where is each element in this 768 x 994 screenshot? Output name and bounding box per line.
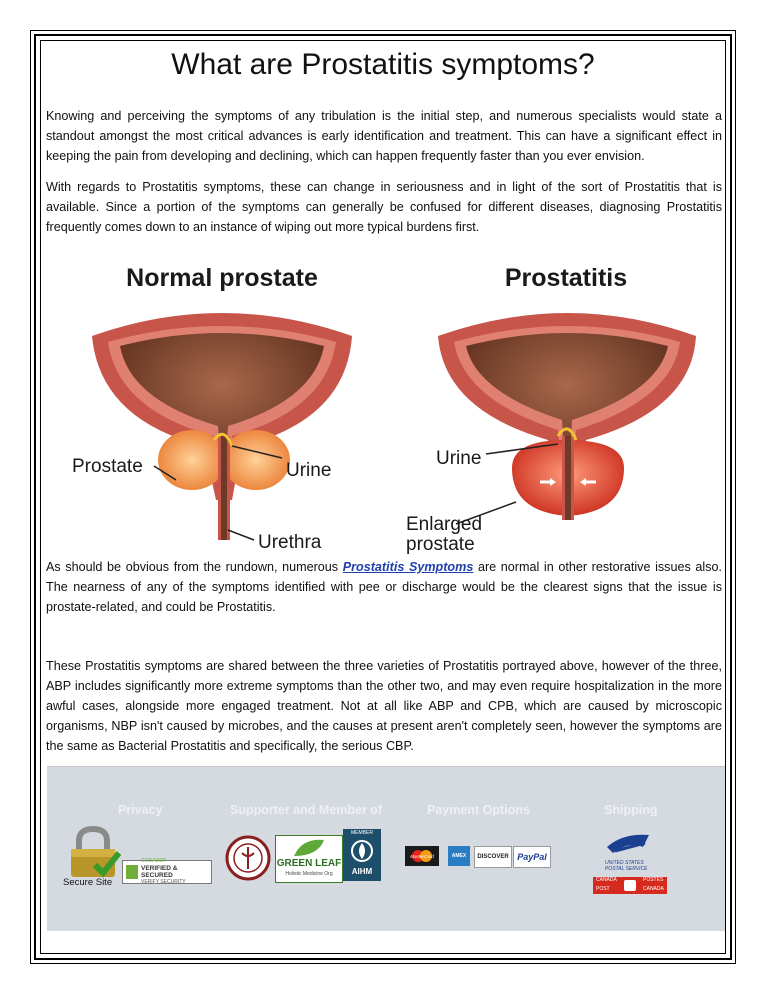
medical-association-seal	[225, 835, 271, 881]
discover-logo: DISCOVER	[474, 846, 512, 868]
para3-before: As should be obvious from the rundown, numerous	[46, 560, 343, 574]
usps-eagle-icon	[605, 831, 651, 861]
amex-logo: AMEX	[448, 846, 470, 866]
prostatitis-symptoms-link[interactable]: Prostatitis Symptoms	[342, 560, 474, 574]
aihm-emblem-icon	[350, 839, 374, 863]
label-urethra: Urethra	[258, 532, 322, 553]
para3-after: are normal in other restorative issues also. The nearness of any of the symptoms identified with pee or discharge would be the clearest signs that the issue is prostate-related, and could be Prostatitis.	[46, 560, 722, 614]
mastercard-label: MasterCard	[410, 853, 434, 859]
aihm-member: MEMBER	[351, 830, 373, 836]
canada-post-emblem-icon	[624, 880, 636, 891]
label-enlarged-line2: prostate	[406, 534, 475, 555]
cp-postes: POSTES	[643, 877, 664, 883]
normal-prostate-heading: Normal prostate	[126, 264, 318, 292]
label-prostate: Prostate	[72, 456, 143, 477]
paypal-logo: PayPal	[513, 846, 551, 868]
green-leaf-name: GREEN LEAF	[276, 858, 342, 869]
page-title: What are Prostatitis symptoms?	[171, 48, 595, 81]
godaddy-seal[interactable]	[122, 860, 212, 884]
prostate-illustration	[46, 250, 722, 560]
green-leaf-tagline: Holistic Medicine Org	[285, 871, 333, 877]
label-enlarged-line1: Enlarged	[406, 514, 483, 535]
cp-post: POST	[596, 886, 610, 892]
usps-label-1: UNITED STATES	[605, 860, 644, 866]
paragraph-symptoms-vary: With regards to Prostatitis symptoms, these can change in seriousness and in light of the sort of Prostatitis that is available. Since a portion of the symptoms can generally be confused for different diseases, diagnosing Prostatitis frequently comes down to an instance of wiping out more typical burdens first.	[46, 180, 722, 234]
aihm-name: AIHM	[351, 867, 373, 876]
heading-privacy: Privacy	[118, 803, 163, 817]
shield-icon	[126, 865, 138, 879]
heading-supporter: Supporter and Member of	[230, 803, 383, 817]
canada-post-logo	[593, 877, 667, 894]
green-leaf-logo[interactable]	[275, 835, 343, 883]
usps-label-2: POSTAL SERVICE	[605, 866, 648, 872]
godaddy-verified: VERIFIED & SECURED	[140, 865, 178, 879]
paragraph-intro: Knowing and perceiving the symptoms of any tribulation is the initial step, and numerous specialists would state a standout amongst the most critical advances is early identification and treatment. This can have a significant effect in keeping the pain from developing and declining, which can happen frequently faster than you ever envision.	[46, 109, 722, 163]
cp-canada-2: CANADA	[643, 886, 664, 892]
godaddy-verify: VERIFY SECURITY	[140, 879, 186, 885]
label-urine-left: Urine	[286, 460, 332, 481]
aihm-logo[interactable]	[343, 829, 381, 881]
heading-shipping: Shipping	[604, 803, 658, 817]
paragraph-symptoms-common	[46, 557, 722, 617]
heading-payment: Payment Options	[427, 803, 530, 817]
leaf-icon	[292, 838, 326, 858]
prostatitis-heading: Prostatitis	[504, 264, 628, 292]
label-urine-right: Urine	[436, 448, 482, 469]
paragraph-varieties: These Prostatitis symptoms are shared between the three varieties of Prostatitis portrayed above, however of the three, ABP includes significantly more extreme symptoms than the other two, and may even require hospitalization in the more awful cases, alongside more engaged treatment. Not at all like ABP and CPB, which are caused by microscopic organisms, NBP isn't caused by microbes, and the causes at present aren't completely seen, however the symptoms are the same as Bacterial Prostatitis and specifically, the serious CBP.	[46, 659, 722, 753]
mastercard-logo	[405, 846, 439, 866]
godaddy-brand: GODADDY	[140, 858, 167, 864]
padlock-icon	[65, 825, 121, 881]
secure-site-label: Secure Site	[63, 877, 113, 888]
cp-canada: CANADA	[596, 877, 617, 883]
normal-prostate-drawing	[92, 313, 352, 540]
footer-trust-banner	[47, 766, 725, 931]
prostatitis-drawing	[438, 313, 696, 524]
